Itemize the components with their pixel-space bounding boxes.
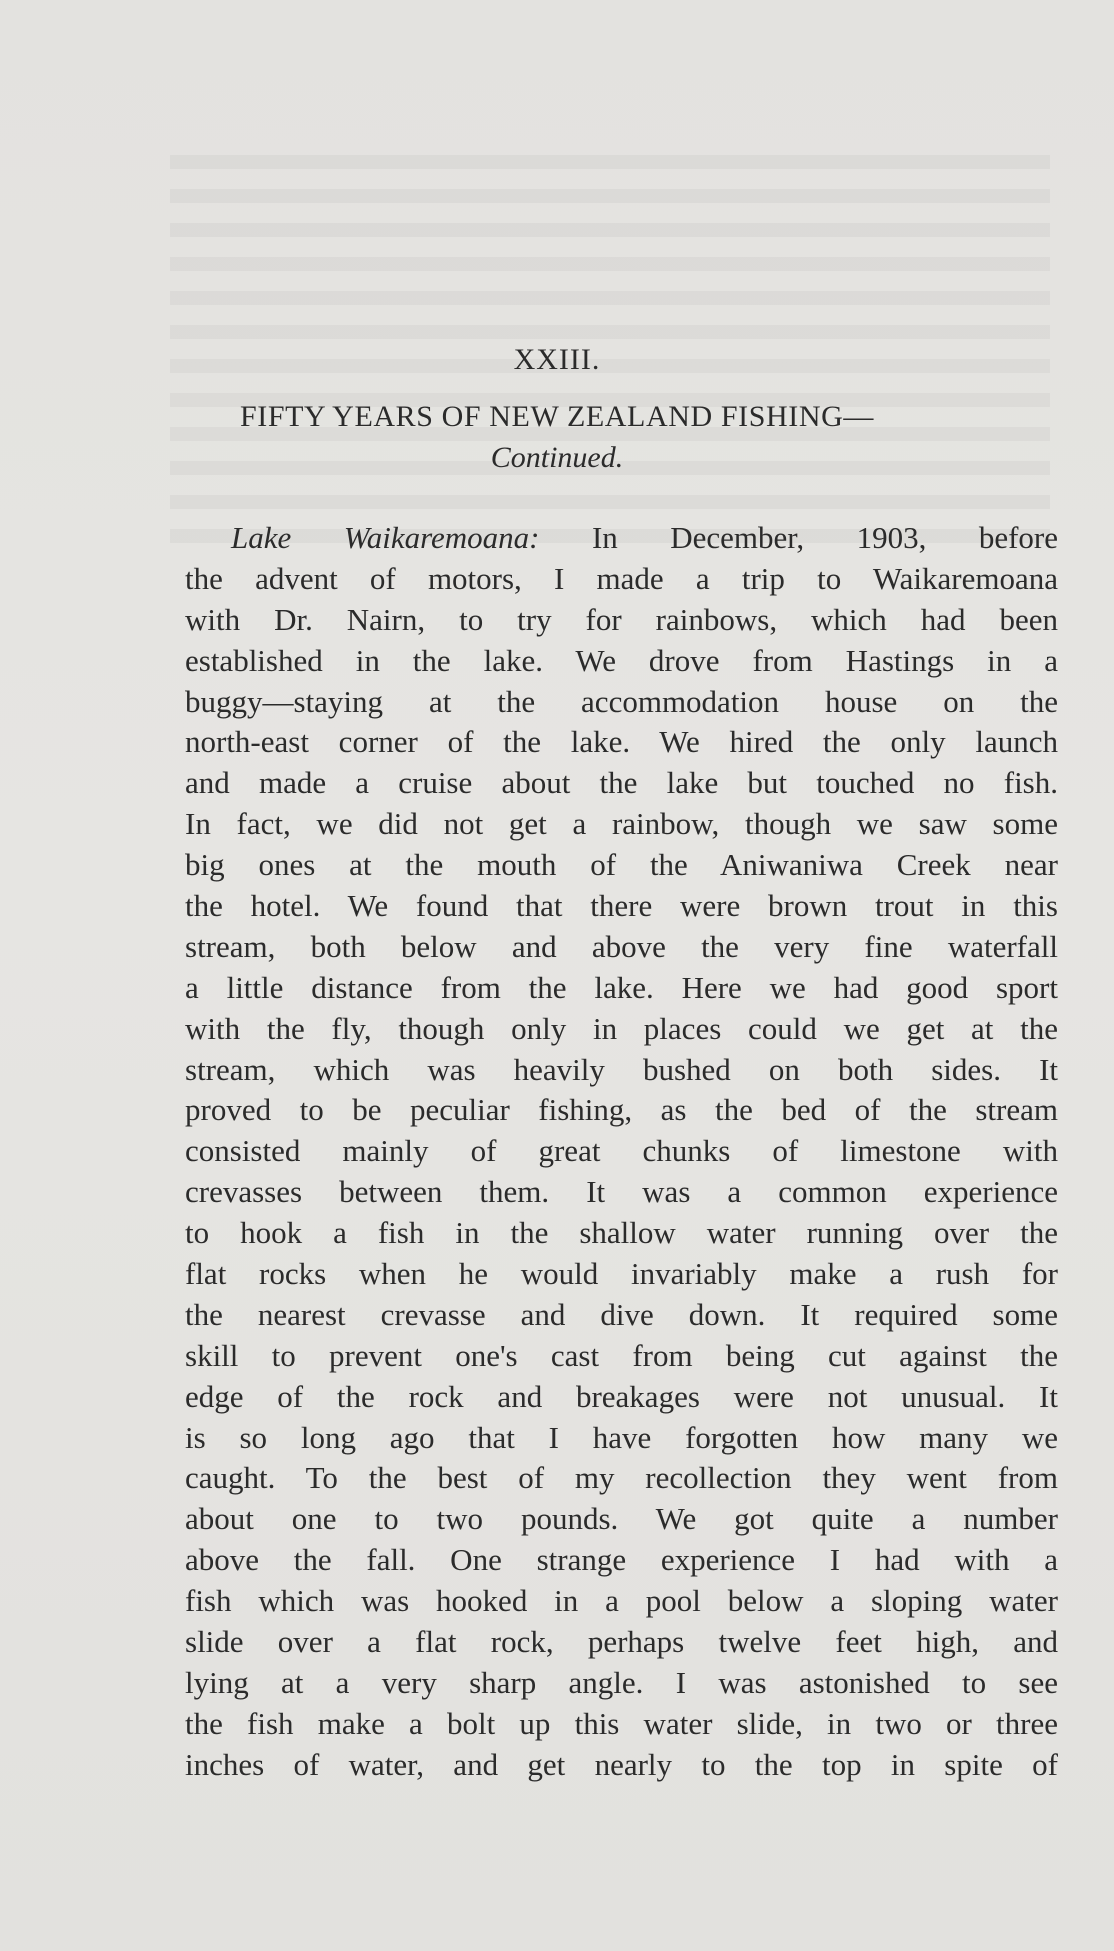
paragraph-line: inches of water, and get nearly to the top in spite of (185, 1746, 1058, 1782)
chapter-title: FIFTY YEARS OF NEW ZEALAND FISHING— (239, 400, 875, 433)
paragraph-line: big ones at the mouth of the Aniwaniwa Creek near (185, 847, 1058, 883)
paragraph-line: stream, both below and above the very fine waterfall (185, 928, 1058, 964)
paragraph-line: consisted mainly of great chunks of limestone with (185, 1133, 1058, 1169)
paragraph-line: flat rocks when he would invariably make a rush for (185, 1256, 1058, 1292)
body-paragraph (185, 518, 1058, 1786)
paragraph-line: lying at a very sharp angle. I was astonished to see (185, 1664, 1058, 1700)
paragraph-line: to hook a fish in the shallow water running over the (185, 1215, 1058, 1251)
paragraph-line: In fact, we did not get a rainbow, though we saw some (185, 806, 1058, 842)
paragraph-line: caught. To the best of my recollection they went from (185, 1460, 1058, 1496)
paragraph-line: established in the lake. We drove from Hastings in a (185, 642, 1058, 678)
paragraph-line: about one to two pounds. We got quite a number (185, 1501, 1058, 1537)
paragraph-line: the advent of motors, I made a trip to Waikaremoana (185, 560, 1058, 596)
paragraph-line: above the fall. One strange experience I had with a (185, 1542, 1058, 1578)
paragraph-line: the nearest crevasse and dive down. It required some (185, 1296, 1058, 1332)
paragraph-line (185, 518, 1058, 559)
paragraph-line: proved to be peculiar fishing, as the bed of the stream (185, 1092, 1058, 1128)
paragraph-line: fish which was hooked in a pool below a sloping water (185, 1583, 1058, 1619)
paragraph-line: buggy—staying at the accommodation house on the (185, 683, 1058, 719)
paragraph-line: skill to prevent one's cast from being cut against the (185, 1337, 1058, 1373)
paragraph-line: a little distance from the lake. Here we had good sport (185, 969, 1058, 1005)
paragraph-line: edge of the rock and breakages were not unusual. It (185, 1378, 1058, 1414)
paragraph-line: crevasses between them. It was a common experience (185, 1174, 1058, 1210)
paragraph-line: the fish make a bolt up this water slide, in two or three (185, 1705, 1058, 1741)
paragraph-line: slide over a flat rock, perhaps twelve feet high, and (185, 1624, 1058, 1660)
lake-heading: Lake Waikaremoana: (231, 520, 540, 555)
paragraph-line: the hotel. We found that there were brown trout in this (185, 888, 1058, 924)
chapter-subtitle: Continued. (490, 441, 624, 474)
paragraph-line: north-east corner of the lake. We hired the only launch (185, 724, 1058, 760)
paragraph-line: stream, which was heavily bushed on both sides. It (185, 1051, 1058, 1087)
paragraph-line: is so long ago that I have forgotten how many we (185, 1419, 1058, 1455)
paragraph-line: with Dr. Nairn, to try for rainbows, which had been (185, 601, 1058, 637)
chapter-number: XXIII. (513, 343, 601, 376)
paragraph-line: and made a cruise about the lake but touched no fish. (185, 765, 1058, 801)
paragraph-line-text: In December, 1903, before (539, 520, 1059, 555)
paragraph-line: with the fly, though only in places could we get at the (185, 1010, 1058, 1046)
